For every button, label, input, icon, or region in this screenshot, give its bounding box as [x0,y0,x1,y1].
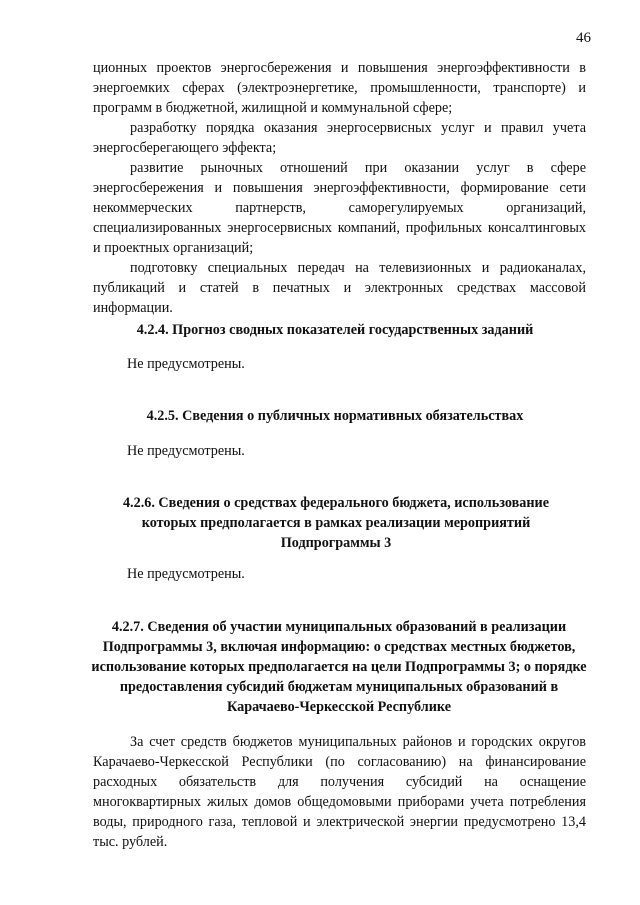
paragraph: разработку порядка оказания энергосервисных услуг и правил учета энергосберегающего эффекта; [93,120,586,156]
section-body-4-2-4: Не предусмотрены. [127,356,245,372]
paragraph: ционных проектов энергосбережения и повышения энергоэффективности в энергоемких сферах (электроэнергетике, промышленности, транспорте) и программ в бюджетной, жилищной и коммунальной сфере; [93,60,586,116]
page-number: 46 [576,30,591,46]
section-body-4-2-7: За счет средств бюджетов муниципальных районов и городских округов Карачаево-Черкесской Республики (по согласованию) на финансирование расходных обязательств для получения субсидий на оснащение многоквартирных жилых домов общедомовыми приборами учета потребления воды, природного газа, тепловой и электрической энергии предусмотрено 13,4 тыс. рублей. [93,734,586,851]
section-heading-4-2-7: 4.2.7. Сведения об участии муниципальных образований в реализации Подпрограммы 3, включая информацию: о средствах местных бюджетов, использование которых предполагается на цели Подпрограммы 3; о порядке предоставления субсидий бюджетам муниципальных образований в Карачаево-Черкесской Республике [91,619,587,715]
section-heading-4-2-4: 4.2.4. Прогноз сводных показателей государственных заданий [136,322,534,338]
intro-text [93,58,586,318]
paragraph: подготовку специальных передач на телевизионных и радиоканалах, публикаций и статей в печатных и электронных средствах массовой информации. [93,260,586,316]
section-body-4-2-6: Не предусмотрены. [127,566,245,582]
section-heading-4-2-6: 4.2.6. Сведения о средствах федерального бюджета, использование которых предполагается в рамках реализации мероприятий Подпрограммы 3 [122,495,550,551]
paragraph: развитие рыночных отношений при оказании услуг в сфере энергосбережения и повышения энергоэффективности, формирование сети некоммерческих партнерств, саморегулируемых организаций, специализированных энергосервисных компаний, профильных консалтинговых и проектных организаций; [93,160,586,256]
section-body-4-2-5: Не предусмотрены. [127,443,245,459]
section-heading-4-2-5: 4.2.5. Сведения о публичных нормативных обязательствах [146,408,524,424]
